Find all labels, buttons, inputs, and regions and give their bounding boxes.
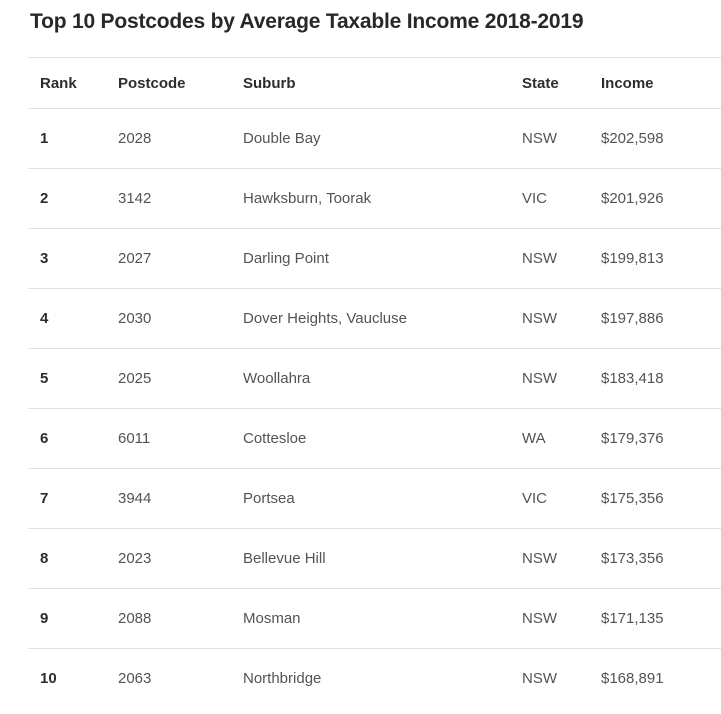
column-header-state: State [510, 58, 589, 109]
state-cell: NSW [510, 229, 589, 289]
income-cell: $175,356 [589, 469, 721, 529]
suburb-cell: Woollahra [231, 349, 510, 409]
state-cell: NSW [510, 529, 589, 589]
column-header-suburb: Suburb [231, 58, 510, 109]
column-header-income: Income [589, 58, 721, 109]
postcode-cell: 2025 [106, 349, 231, 409]
suburb-cell: Portsea [231, 469, 510, 529]
column-header-postcode: Postcode [106, 58, 231, 109]
suburb-cell: Bellevue Hill [231, 529, 510, 589]
table-row [28, 169, 721, 229]
income-cell: $179,376 [589, 409, 721, 469]
income-cell: $171,135 [589, 589, 721, 649]
suburb-cell: Hawksburn, Toorak [231, 169, 510, 229]
rank-cell: 8 [28, 529, 106, 589]
table-row [28, 529, 721, 589]
state-cell: WA [510, 409, 589, 469]
suburb-cell: Double Bay [231, 109, 510, 169]
table-row [28, 409, 721, 469]
state-cell: NSW [510, 349, 589, 409]
postcode-cell: 3142 [106, 169, 231, 229]
table-body [28, 109, 721, 709]
rank-cell: 1 [28, 109, 106, 169]
rank-cell: 10 [40, 670, 57, 688]
income-cell: $202,598 [589, 109, 721, 169]
table-header [28, 58, 721, 109]
table-row [28, 649, 721, 709]
postcode-cell: 6011 [106, 409, 231, 469]
postcode-cell: 2023 [106, 529, 231, 589]
rank-cell: 3 [28, 229, 106, 289]
page-title: Top 10 Postcodes by Average Taxable Income 2018-2019 [30, 10, 584, 33]
rank-cell: 7 [28, 469, 106, 529]
suburb-cell: Cottesloe [231, 409, 510, 469]
suburb-cell: Mosman [231, 589, 510, 649]
rank-cell: 9 [28, 589, 106, 649]
postcode-cell: 2027 [106, 229, 231, 289]
income-cell: $199,813 [589, 229, 721, 289]
income-table [28, 57, 721, 709]
state-cell: VIC [510, 169, 589, 229]
state-cell: NSW [522, 670, 557, 688]
suburb-cell: Northbridge [243, 670, 322, 688]
table-row [28, 469, 721, 529]
income-cell: $201,926 [589, 169, 721, 229]
suburb-cell: Darling Point [231, 229, 510, 289]
table-row [28, 109, 721, 169]
table-row [28, 589, 721, 649]
state-cell: NSW [510, 289, 589, 349]
state-cell: VIC [510, 469, 589, 529]
postcode-cell: 2088 [106, 589, 231, 649]
rank-cell: 6 [28, 409, 106, 469]
rank-cell: 2 [28, 169, 106, 229]
table-row [28, 289, 721, 349]
column-header-rank: Rank [28, 58, 106, 109]
postcode-cell: 2030 [106, 289, 231, 349]
rank-cell: 4 [28, 289, 106, 349]
income-cell: $183,418 [589, 349, 721, 409]
table-header-row [28, 58, 721, 109]
table-container [28, 57, 721, 709]
income-cell: $197,886 [589, 289, 721, 349]
suburb-cell: Dover Heights, Vaucluse [231, 289, 510, 349]
table-row [28, 229, 721, 289]
postcode-cell: 2063 [118, 670, 152, 688]
postcode-cell: 3944 [106, 469, 231, 529]
income-cell: $168,891 [601, 670, 664, 688]
postcode-cell: 2028 [106, 109, 231, 169]
table-row [28, 349, 721, 409]
state-cell: NSW [510, 589, 589, 649]
rank-cell: 5 [28, 349, 106, 409]
income-cell: $173,356 [589, 529, 721, 589]
state-cell: NSW [510, 109, 589, 169]
